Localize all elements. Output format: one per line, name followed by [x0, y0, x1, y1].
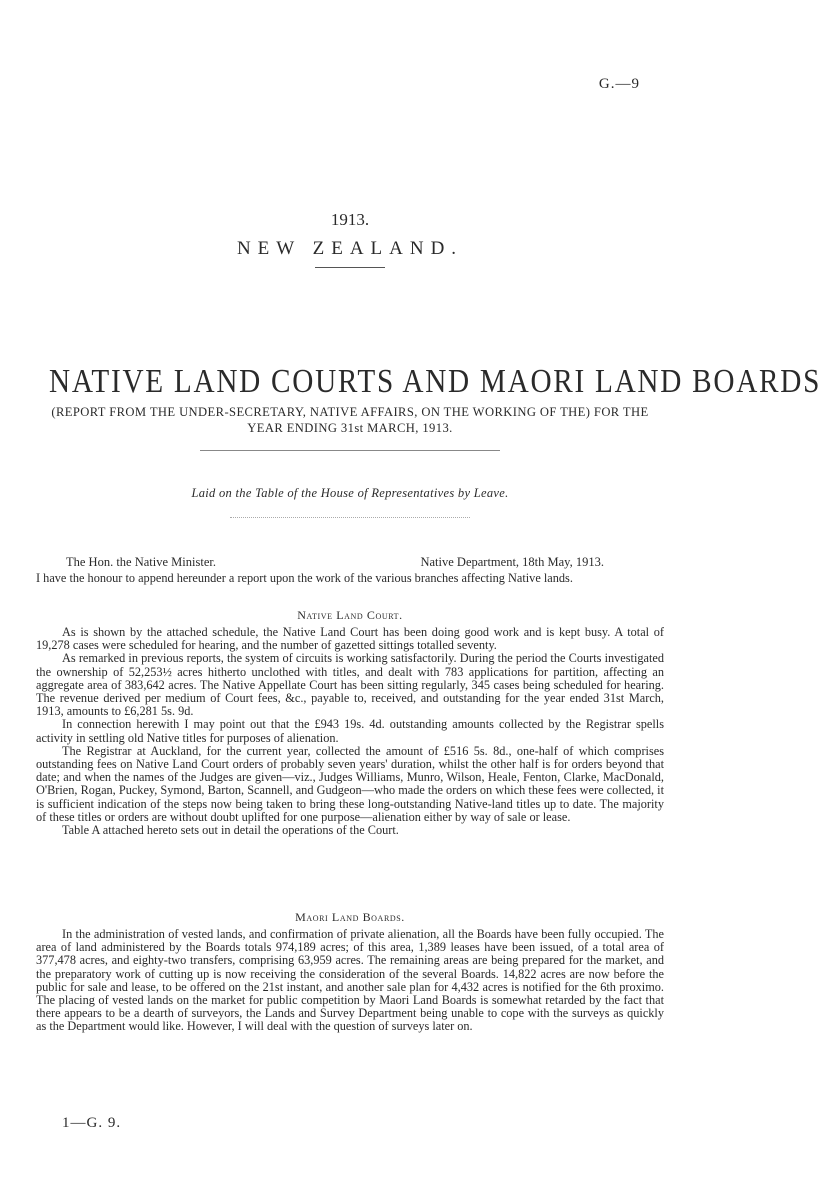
report-subtitle: (REPORT FROM THE UNDER-SECRETARY, NATIVE AFFAIRS, ON THE WORKING OF THE) FOR THE YEAR ENDING 31st MARCH, 1913. [51, 405, 649, 435]
letter-header [36, 555, 664, 571]
footer-reference: 1—G. 9. [62, 1115, 122, 1131]
section-heading-native-land-court: Native Land Court. [297, 608, 403, 622]
page-title: NATIVE LAND COURTS AND MAORI LAND BOARDS [49, 363, 821, 400]
maori-land-boards-section [36, 928, 664, 1034]
paragraph: As is shown by the attached schedule, the Native Land Court has been doing good work and is kept busy. A total of 19,278 cases were scheduled for hearing, and the number of gazetted sittings totalled seventy. [36, 625, 664, 653]
paragraph: In connection herewith I may point out that the £943 19s. 4d. outstanding amounts collected by the Registrar spells activity in settling old Native titles for purposes of alienation. [36, 717, 664, 745]
paragraph: The Registrar at Auckland, for the current year, collected the amount of £516 5s. 8d., one-half of which comprises outstanding fees on Native Land Court orders of probably seven years' duration, whilst the other half is for orders beyond that date; and when the names of the Judges are given—viz., Judges Williams, Munro, Wilson, Heale, Fenton, Clarke, MacDonald, O'Brien, Rogan, Puckey, Symond, Barton, Scannell, and Gudgeon—who made the orders on which these fees were collected, it is sufficient indication of the steps now being taken to bring these long-outstanding Native-land titles up to date. The majority of these titles or orders are without doubt uplifted for one purpose—alienation either by way of sale or lease. [36, 743, 664, 824]
paragraph: In the administration of vested lands, and confirmation of private alienation, all the Boards have been fully occupied. The area of land administered by the Boards totals 974,189 acres; of this area, 1,389 leases have been issued, of a total area of 377,478 acres, and eighty-two transfers, comprising 63,959 acres. The remaining areas are being prepared for the market, and the preparatory work of cutting up is now receiving the consideration of the several Boards. 14,822 acres are now before the public for sale and lease, to be offered on the 21st instant, and another sale plan for 4,432 acres is notified for the 6th proximo. The placing of vested lands on the market for public competition by Maori Land Boards is somewhat retarded by the fact that there appears to be a dearth of surveyors, the Lands and Survey Department being unable to cope with the surveys as quickly as the Department would like. However, I will deal with the question of surveys later on. [36, 927, 664, 1034]
letter-intro: I have the honour to append hereunder a report upon the work of the various branches affecting Native lands. [36, 571, 573, 585]
document-reference: G.—9 [598, 76, 640, 92]
letter-addressee: The Hon. the Native Minister. [66, 555, 216, 569]
paragraph: As remarked in previous reports, the system of circuits is working satisfactorily. During the period the Courts investigated the ownership of 52,253½ acres hitherto unclothed with titles, and dealt with 783 applications for partition, affecting an aggregate area of 383,642 acres. The Native Appellate Court has been sitting regularly, 345 cases being scheduled for hearing. The revenue derived per medium of Court fees, &c., payable to, received, and outstanding for the year ended 31st March, 1913, amounts to £6,281 5s. 9d. [36, 651, 664, 719]
divider-rule [230, 517, 470, 518]
paragraph: Table A attached hereto sets out in detail the operations of the Court. [62, 823, 399, 838]
divider-rule [315, 267, 385, 268]
document-year: 1913. [330, 210, 370, 229]
letter-place-date: Native Department, 18th May, 1913. [420, 555, 604, 569]
divider-rule [200, 450, 500, 451]
laid-on-table-note: Laid on the Table of the House of Representatives by Leave. [191, 486, 509, 500]
native-land-court-section [36, 626, 664, 837]
section-heading-maori-land-boards: Maori Land Boards. [295, 910, 405, 924]
country-heading: NEW ZEALAND. [236, 238, 464, 259]
letter-intro-block [36, 572, 664, 585]
